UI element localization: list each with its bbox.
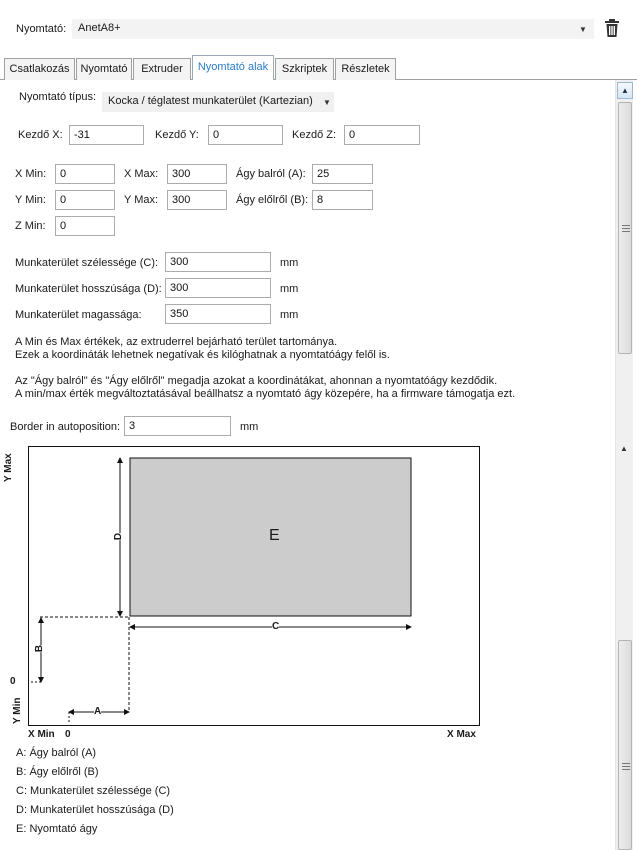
y-max-input[interactable] — [167, 190, 227, 210]
tab-szkriptek[interactable]: Szkriptek — [275, 58, 334, 80]
tab-reszletek[interactable]: Részletek — [335, 58, 396, 80]
info-text-2-line-1: Az "Ágy balról" és "Ágy előlről" megadja azokat a koordinátákat, ahonnan a nyomtatóágy kezdődik. — [15, 375, 498, 387]
x-min-input[interactable] — [55, 164, 115, 184]
chevron-down-icon: ▼ — [323, 98, 331, 107]
bed-left-input[interactable] — [312, 164, 373, 184]
start-y-label: Kezdő Y: — [155, 129, 199, 141]
trash-icon[interactable] — [603, 18, 621, 38]
axis-x-zero: 0 — [65, 729, 71, 740]
width-label: Munkaterület szélessége (C): — [15, 257, 159, 269]
info-text-2-line-2: A min/max érték megváltoztatásával beállhatsz a nyomtató ágy közepére, ha a firmware támogatja ezt. — [15, 388, 516, 400]
bed-diagram — [28, 446, 480, 726]
printer-label: Nyomtató: — [16, 23, 67, 35]
border-label: Border in autoposition: — [10, 421, 121, 433]
bed-left-label: Ágy balról (A): — [236, 168, 306, 180]
z-min-input[interactable] — [55, 216, 115, 236]
border-input[interactable] — [124, 416, 231, 436]
tab-extruder[interactable]: Extruder — [133, 58, 191, 80]
width-input[interactable] — [165, 252, 271, 272]
splitter-arrow-icon[interactable]: ▲ — [620, 444, 628, 453]
start-z-label: Kezdő Z: — [292, 129, 337, 141]
printer-type-value: Kocka / téglatest munkaterület (Kartezian) — [108, 95, 313, 107]
border-unit: mm — [240, 421, 259, 433]
bed-front-label: Ágy előlről (B): — [236, 194, 309, 206]
label-d: D — [113, 532, 125, 541]
axis-y-min: Y Min — [12, 697, 23, 724]
legend-d: D: Munkaterület hosszúsága (D) — [16, 804, 174, 816]
tab-csatlakozas[interactable]: Csatlakozás — [4, 58, 75, 80]
x-max-label: X Max: — [124, 168, 159, 180]
axis-y-max: Y Max — [3, 453, 14, 482]
height-unit: mm — [280, 309, 299, 321]
start-x-label: Kezdő X: — [18, 129, 63, 141]
bed-diagram-graphic — [29, 447, 481, 727]
chevron-down-icon: ▼ — [579, 25, 587, 34]
y-min-label: Y Min: — [15, 194, 46, 206]
z-min-label: Z Min: — [15, 220, 46, 232]
printer-select-value: AnetA8+ — [78, 22, 121, 34]
legend-a: A: Ágy balról (A) — [16, 747, 97, 759]
legend-e: E: Nyomtató ágy — [16, 823, 98, 835]
axis-x-min: X Min — [28, 729, 55, 740]
scroll-thumb-lower[interactable] — [618, 640, 632, 850]
x-min-label: X Min: — [15, 168, 47, 180]
length-label: Munkaterület hosszúsága (D): — [15, 283, 162, 295]
height-label: Munkaterület magassága: — [15, 309, 142, 321]
y-max-label: Y Max: — [124, 194, 159, 206]
bed-front-input[interactable] — [312, 190, 373, 210]
label-b: B — [34, 644, 46, 653]
width-unit: mm — [280, 257, 299, 269]
axis-y-zero: 0 — [10, 676, 16, 687]
printer-type-label: Nyomtató típus: — [19, 91, 97, 103]
tab-nyomtato-alak[interactable]: Nyomtató alak — [192, 55, 274, 80]
legend-b: B: Ágy előlről (B) — [16, 766, 99, 778]
height-input[interactable] — [165, 304, 271, 324]
vertical-scrollbar[interactable] — [615, 80, 633, 850]
start-z-input[interactable] — [344, 125, 420, 145]
x-max-input[interactable] — [167, 164, 227, 184]
printer-select[interactable] — [72, 19, 594, 39]
label-a: A — [94, 706, 102, 717]
legend-c: C: Munkaterület szélessége (C) — [16, 785, 171, 797]
label-c: C — [272, 621, 280, 632]
length-input[interactable] — [165, 278, 271, 298]
tab-nyomtato[interactable]: Nyomtató — [76, 58, 132, 80]
grip-icon — [622, 763, 630, 770]
grip-icon — [622, 225, 630, 232]
info-text-1-line-1: A Min és Max értékek, az extruderrel bejárható terület tartománya. — [15, 336, 338, 348]
y-min-input[interactable] — [55, 190, 115, 210]
info-text-1-line-2: Ezek a koordináták lehetnek negatívak és kilóghatnak a nyomtatóágy felől is. — [15, 349, 390, 361]
start-x-input[interactable] — [69, 125, 144, 145]
scroll-up-button[interactable]: ▲ — [617, 82, 633, 99]
axis-x-max: X Max — [447, 729, 476, 740]
scroll-thumb-upper[interactable] — [618, 102, 632, 354]
label-e: E — [269, 527, 280, 544]
start-y-input[interactable] — [208, 125, 283, 145]
printer-type-select[interactable] — [102, 92, 334, 112]
length-unit: mm — [280, 283, 299, 295]
